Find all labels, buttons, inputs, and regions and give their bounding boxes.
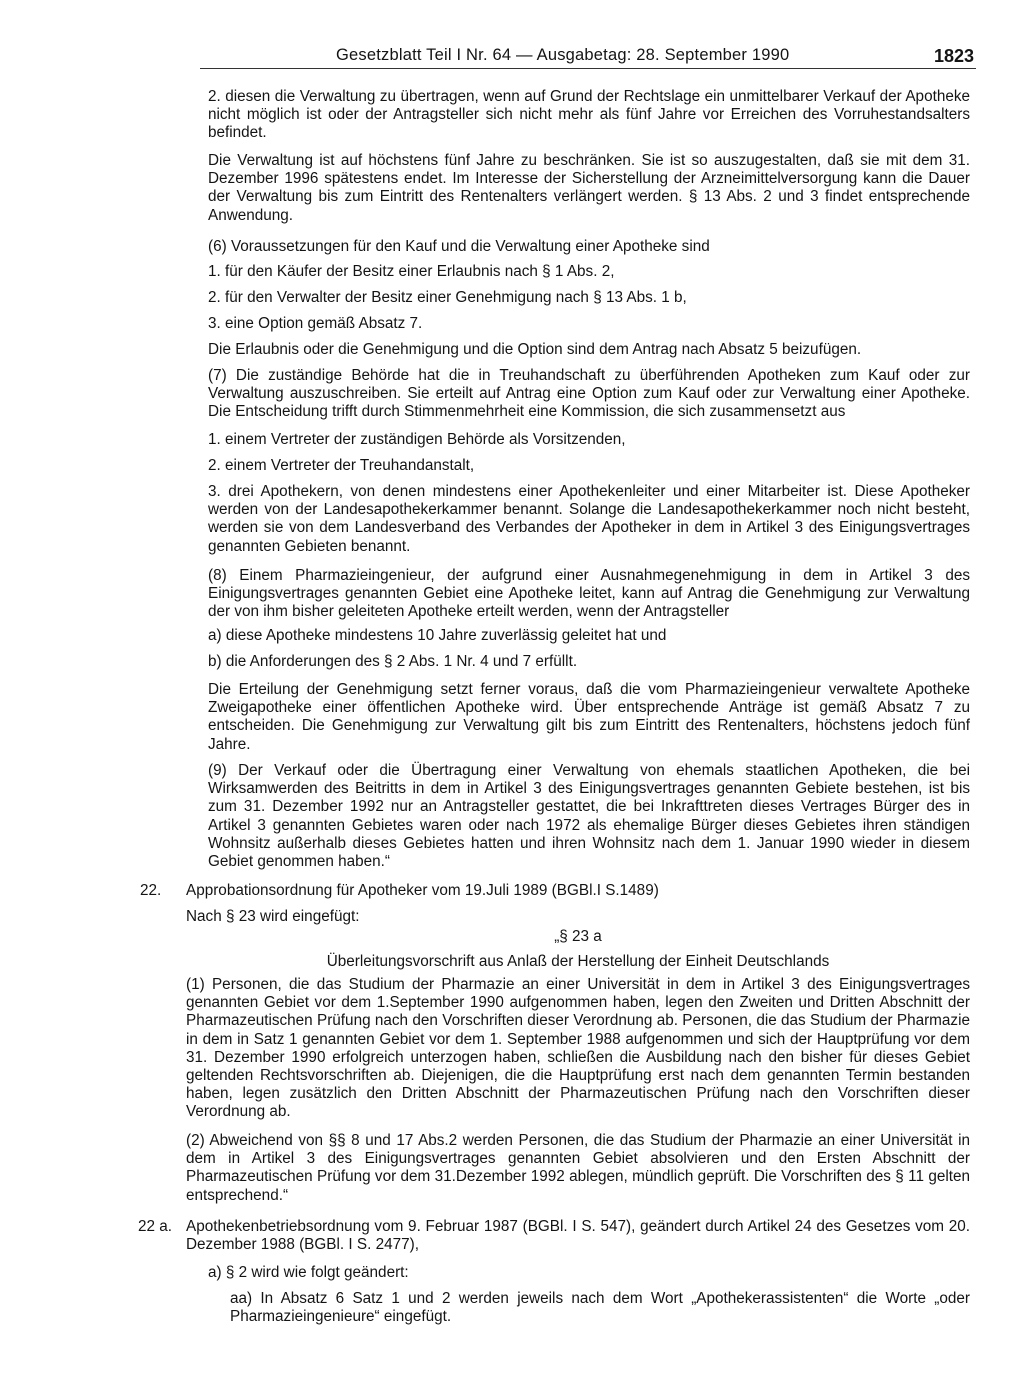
section-23a-paragraph-1: (1) Personen, die das Studium der Pharmazie an einer Universität in dem in Artikel 3 des Einigungsvertrages genannten Gebiet vor dem 1.September 1990 aufgenommen haben, legen den Zweiten und Dritten Abschnitt der Pharmazeutischen Prüfung nach den Vorschriften dieser Verordnung ab. Personen, die das Studium der Pharmazie in dem in Satz 1 genannten Gebiet vor dem 1. September 1988 aufgenommen und sich der Hauptprüfung vor dem 31. Dezember 1990 erfolgreich unterzogen haben, schließen die Ausbildung nach den bisher für dieses Gebiet geltenden Rechtsvorschriften ab. Diejenigen, die die Hauptprüfung erst nach dem genannten Termin bestanden haben, legen zusätzlich den Dritten Abschnitt der Pharmazeutischen Prüfung nach den Vorschriften dieser Verordnung ab. [186, 976, 970, 1121]
paragraph-7-item-1: 1. einem Vertreter der zuständigen Behörde als Vorsitzenden, [208, 431, 626, 448]
paragraph-8-item-b: b) die Anforderungen des § 2 Abs. 1 Nr. 4 und 7 erfüllt. [208, 653, 578, 670]
header-divider [200, 68, 976, 69]
paragraph-7-intro: (7) Die zuständige Behörde hat die in Treuhandschaft zu überführenden Apotheken zum Kauf oder zur Verwaltung auszuschreiben. Sie erteilt auf Antrag eine Option zum Kauf oder zur Verwaltung einer Apotheke. Die Entscheidung trifft durch Stimmenmehrheit eine Kommission, die sich zusammensetzt aus [208, 367, 970, 421]
paragraph-9: (9) Der Verkauf oder die Übertragung einer Verwaltung von ehemals staatlichen Apotheken, die bei Wirksamwerden des Beitritts in dem in Artikel 3 des Einigungsvertrages genannten Gebiete bestehen, ist bis zum 31. Dezember 1992 nur an Antragsteller gestattet, die bei Inkrafttreten dieses Vertrages Bürger des in Artikel 3 genannten Gebietes waren oder nach 1972 als ehemalige Bürger dieses Gebietes ihren ständigen Wohnsitz außerhalb dieses Gebietes hatten und ihren Wohnsitz nach dem 1. Januar 1990 wieder in diesem Gebiet genommen haben.“ [208, 762, 970, 871]
paragraph-7-item-2: 2. einem Vertreter der Treuhandanstalt, [208, 457, 475, 474]
paragraph-5-verwaltung-dauer: Die Verwaltung ist auf höchstens fünf Jahre zu beschränken. Sie ist so auszugestalten, daß sie mit dem 31. Dezember 1996 spätestens endet. Im Interesse der Sicherstellung der Arzneimittelversorgung kann die Dauer der Verwaltung bis zum Eintritt des Rentenalters verlängert werden. § 13 Abs. 2 und 3 findet entsprechende Anwendung. [208, 152, 970, 224]
page-number: 1823 [933, 46, 974, 66]
paragraph-6-intro: (6) Voraussetzungen für den Kauf und die Verwaltung einer Apotheke sind [208, 238, 710, 255]
paragraph-5-item-2: 2. diesen die Verwaltung zu übertragen, wenn auf Grund der Rechtslage ein unmittelbarer Verkauf der Apotheke nicht möglich ist oder der Antragsteller sich nicht mehr als fünf Jahre vor Erreichen des Vorruhestandsalters befindet. [208, 88, 970, 142]
gazette-title: Gesetzblatt Teil I Nr. 64 — Ausgabetag: 28. September 1990 [336, 46, 790, 64]
item-22a-subitem-a: a) § 2 wird wie folgt geändert: [208, 1264, 409, 1281]
item-22-insert-note: Nach § 23 wird eingefügt: [186, 908, 360, 925]
section-23a-paragraph-2: (2) Abweichend von §§ 8 und 17 Abs.2 werden Personen, die das Studium der Pharmazie an einer Universität in dem in Artikel 3 des Einigungsvertrages genannten Gebiet absolvieren und den Ersten Abschnitt der Pharmazeutischen Prüfung vor dem 31.Dezember 1992 ablegen, mündlich geprüft. Die Vorschriften des § 11 gelten entsprechend.“ [186, 1132, 970, 1204]
item-22-number: 22. [140, 882, 162, 899]
paragraph-8-item-a: a) diese Apotheke mindestens 10 Jahre zuverlässig geleitet hat und [208, 627, 667, 644]
item-22-title: Approbationsordnung für Apotheker vom 19.Juli 1989 (BGBl.I S.1489) [186, 882, 659, 899]
paragraph-6-item-3: 3. eine Option gemäß Absatz 7. [208, 315, 423, 332]
paragraph-6-item-2: 2. für den Verwalter der Besitz einer Genehmigung nach § 13 Abs. 1 b, [208, 289, 687, 306]
section-23a-title: Überleitungsvorschrift aus Anlaß der Herstellung der Einheit Deutschlands [326, 953, 830, 970]
paragraph-8-closing: Die Erteilung der Genehmigung setzt ferner voraus, daß die vom Pharmazieingenieur verwaltete Apotheke Zweigapotheke einer öffentlichen Apotheke wird. Über entsprechende Anträge ist gemäß Absatz 7 zu entscheiden. Die Genehmigung zur Verwaltung gilt bis zum Eintritt des Rentenalters, höchstens jedoch fünf Jahre. [208, 681, 970, 753]
paragraph-7-item-3: 3. drei Apothekern, von denen mindestens einer Apothekenleiter und einer Mitarbeiter ist. Diese Apotheker werden von der Landesapothekerkammer benannt. Solange die Landesapothekerkammer noch nicht besteht, werden sie von dem Landesverband des Verbandes der Apotheker in dem in Artikel 3 des Einigungsvertrages genannten Gebieten benannt. [208, 483, 970, 555]
paragraph-6-item-1: 1. für den Käufer der Besitz einer Erlaubnis nach § 1 Abs. 2, [208, 263, 615, 280]
paragraph-6-closing: Die Erlaubnis oder die Genehmigung und die Option sind dem Antrag nach Absatz 5 beizufügen. [208, 341, 862, 358]
paragraph-8-intro: (8) Einem Pharmazieingenieur, der aufgrund einer Ausnahmegenehmigung in dem in Artikel 3 des Einigungsvertrages genannten Gebiet eine Apotheke leitet, kann auf Antrag die Genehmigung zur Verwaltung der von ihm bisher geleiteten Apotheke erteilt werden, wenn der Antragsteller [208, 567, 970, 621]
page-header [200, 46, 978, 68]
item-22a-title: Apothekenbetriebsordnung vom 9. Februar 1987 (BGBl. I S. 547), geändert durch Artikel 24 des Gesetzes vom 20. Dezember 1988 (BGBl. I S. 2477), [186, 1218, 970, 1254]
item-22a-number: 22 a. [138, 1218, 173, 1235]
item-22a-subitem-aa: aa) In Absatz 6 Satz 1 und 2 werden jeweils nach dem Wort „Apothekerassistenten“ die Worte „oder Pharmazieingenieure“ eingefügt. [230, 1290, 970, 1326]
section-23a-heading: „§ 23 a [554, 928, 602, 945]
